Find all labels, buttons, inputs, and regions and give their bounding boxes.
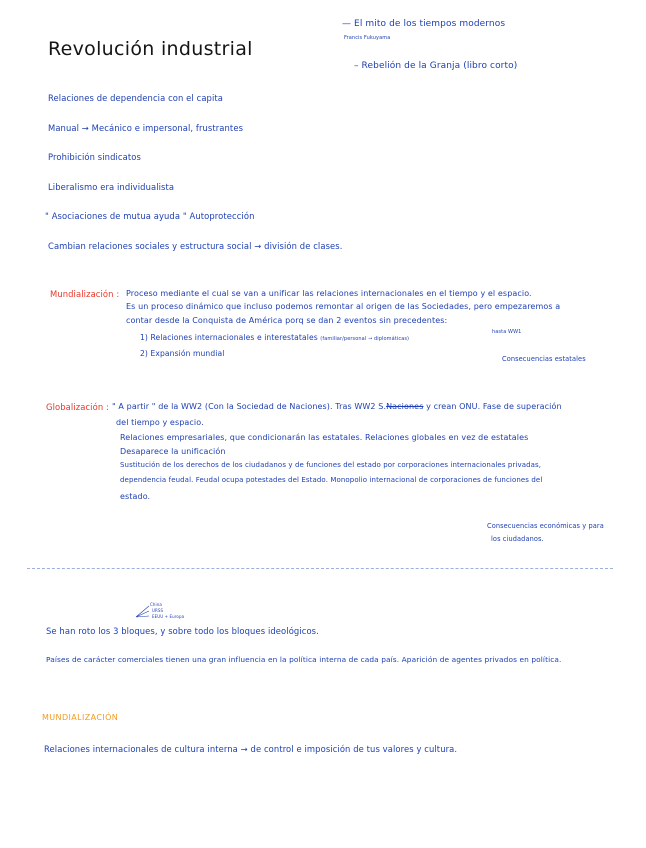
note-line: Relaciones internacionales de cultura interna → de control e imposición de tus valores y cultura. xyxy=(44,744,458,754)
note-line: Manual → Mecánico e impersonal, frustrantes xyxy=(48,123,244,133)
note-line: Relaciones empresariales, que condicionarán las estatales. Relaciones globales en vez de estatales xyxy=(120,433,529,442)
note-line: Liberalismo era individualista xyxy=(48,182,175,192)
annotation: EEUU + Europa xyxy=(152,614,185,619)
event-item: 2) Expansión mundial xyxy=(140,349,225,358)
event-note: (familiar/personal → diplomáticas) xyxy=(320,336,410,342)
side-note-mito: — El mito de los tiempos modernos xyxy=(342,19,506,29)
section-divider xyxy=(27,568,613,569)
note-line: Es un proceso dinámico que incluso podemos remontar al origen de las Sociedades, pero empezaremos a xyxy=(126,302,561,311)
annotation: URSS xyxy=(152,608,164,613)
event-item: 1) Relaciones internacionales e interestatales (familiar/personal → diplomáticas) xyxy=(140,333,410,342)
note-line: del tiempo y espacio. xyxy=(116,418,204,427)
note-line: estado. xyxy=(120,492,151,501)
side-note-rebelion: – Rebelión de la Granja (libro corto) xyxy=(354,61,518,71)
note-line: Países de carácter comerciales tienen una gran influencia en la política interna de cada país. Aparición de agentes privados en política. xyxy=(46,655,562,664)
note-line: " Asociaciones de mutua ayuda " Autoprotección xyxy=(45,211,255,221)
note-line: Prohibición sindicatos xyxy=(48,152,141,162)
struck-word: Naciones xyxy=(386,402,424,411)
note-line: Se han roto los 3 bloques, y sobre todo los bloques ideológicos. xyxy=(46,626,319,636)
note-line: Relaciones de dependencia con el capita xyxy=(48,93,224,103)
annotation-lines-icon xyxy=(135,604,151,618)
note-line: " A partir " de la WW2 (Con la Sociedad de Naciones). Tras WW2 S.Naciones y crean ONU. Fase de superación xyxy=(112,402,562,411)
globalizacion-label: Globalización : xyxy=(46,402,109,412)
consequence-note: Consecuencias estatales xyxy=(502,355,586,363)
note-line: Sustitución de los derechos de los ciudadanos y de funciones del estado por corporaciones internacionales privadas, xyxy=(120,461,542,469)
side-note-author: Francis Fukuyama xyxy=(344,35,391,41)
note-line: dependencia feudal. Feudal ocupa potestades del Estado. Monopolio internacional de corporaciones de funciones del xyxy=(120,476,543,484)
margin-note: hasta WW1 xyxy=(492,329,522,335)
page-title: Revolución industrial xyxy=(48,38,253,60)
note-line: Cambian relaciones sociales y estructura social → división de clases. xyxy=(48,241,343,251)
annotation: China xyxy=(150,602,162,607)
consequence-note: Consecuencias económicas y para xyxy=(487,522,604,530)
note-line: Proceso mediante el cual se van a unificar las relaciones internacionales en el tiempo y el espacio. xyxy=(126,289,532,298)
note-line: Desaparece la unificación xyxy=(120,447,226,456)
note-line: contar desde la Conquista de América porq se dan 2 eventos sin precedentes: xyxy=(126,316,448,325)
mundializacion-label: Mundialización : xyxy=(50,289,120,299)
section-heading: MUNDIALIZACIÓN xyxy=(42,713,119,722)
consequence-note: los ciudadanos. xyxy=(491,535,544,543)
